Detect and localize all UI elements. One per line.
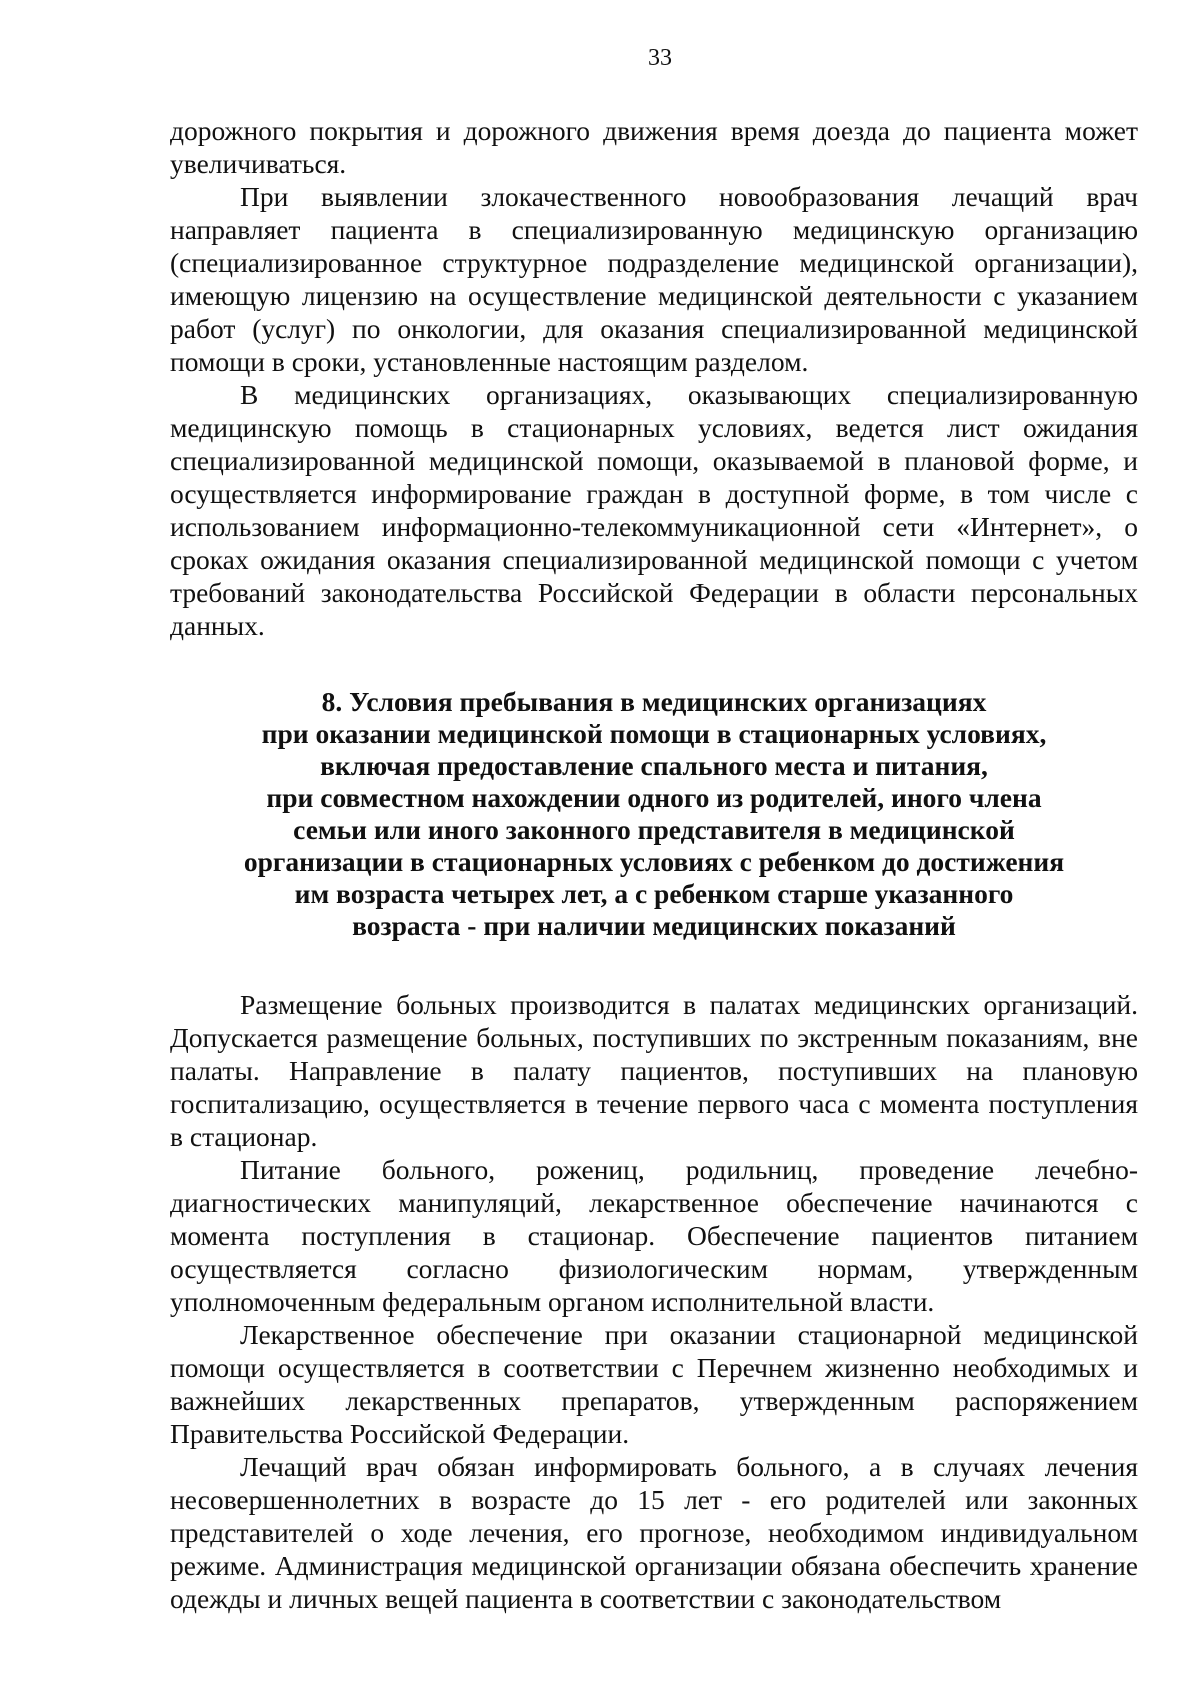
document-body (170, 114, 1138, 1615)
paragraph: Размещение больных производится в палатах медицинских организаций. Допускается размещение больных, поступивших по экстренным показаниям, вне палаты. Направление в палату пациентов, поступивших на плановую госпитализацию, осуществляется в течение первого часа с момента поступления в стационар. (170, 989, 1138, 1152)
paragraph: дорожного покрытия и дорожного движения время доезда до пациента может увеличиваться. (170, 115, 1138, 179)
heading-line: семьи или иного законного представителя в медицинской (293, 814, 1015, 845)
page-number: 33 (648, 45, 672, 71)
heading-line: 8. Условия пребывания в медицинских организациях (321, 686, 987, 717)
paragraph: Лекарственное обеспечение при оказании стационарной медицинской помощи осуществляется в соответствии с Перечнем жизненно необходимых и важнейших лекарственных препаратов, утвержденным распоряжением Правительства Российской Федерации. (170, 1319, 1138, 1449)
heading-line: при совместном нахождении одного из родителей, иного члена (266, 782, 1042, 813)
heading-line: возраста - при наличии медицинских показаний (352, 910, 956, 941)
paragraph: При выявлении злокачественного новообразования лечащий врач направляет пациента в специализированную медицинскую организацию (специализированное структурное подразделение медицинской организации), имеющую лицензию на осуществление медицинской деятельности с указанием работ (услуг) по онкологии, для оказания специализированной медицинской помощи в сроки, установленные настоящим разделом. (170, 181, 1138, 377)
heading-line: им возраста четырех лет, а с ребенком старше указанного (294, 878, 1014, 909)
heading-line: включая предоставление спального места и питания, (320, 750, 988, 781)
section-heading (170, 686, 1138, 942)
heading-line: организации в стационарных условиях с ребенком до достижения (243, 846, 1065, 877)
heading-line: при оказании медицинской помощи в стационарных условиях, (261, 718, 1047, 749)
paragraph: Питание больного, рожениц, родильниц, проведение лечебно-диагностических манипуляций, лекарственное обеспечение начинаются с момента поступления в стационар. Обеспечение пациентов питанием осуществляется согласно физиологическим нормам, утвержденным уполномоченным федеральным органом исполнительной власти. (170, 1154, 1138, 1317)
paragraph: В медицинских организациях, оказывающих специализированную медицинскую помощь в стационарных условиях, ведется лист ожидания специализированной медицинской помощи, оказываемой в плановой форме, и осуществляется информирование граждан в доступной форме, в том числе с использованием информационно-телекоммуникационной сети «Интернет», о сроках ожидания оказания специализированной медицинской помощи с учетом требований законодательства Российской Федерации в области персональных данных. (170, 379, 1138, 641)
paragraph: Лечащий врач обязан информировать больного, а в случаях лечения несовершеннолетних в возрасте до 15 лет - его родителей или законных представителей о ходе лечения, его прогнозе, необходимом индивидуальном режиме. Администрация медицинской организации обязана обеспечить хранение одежды и личных вещей пациента в соответствии с законодательством (170, 1451, 1138, 1614)
